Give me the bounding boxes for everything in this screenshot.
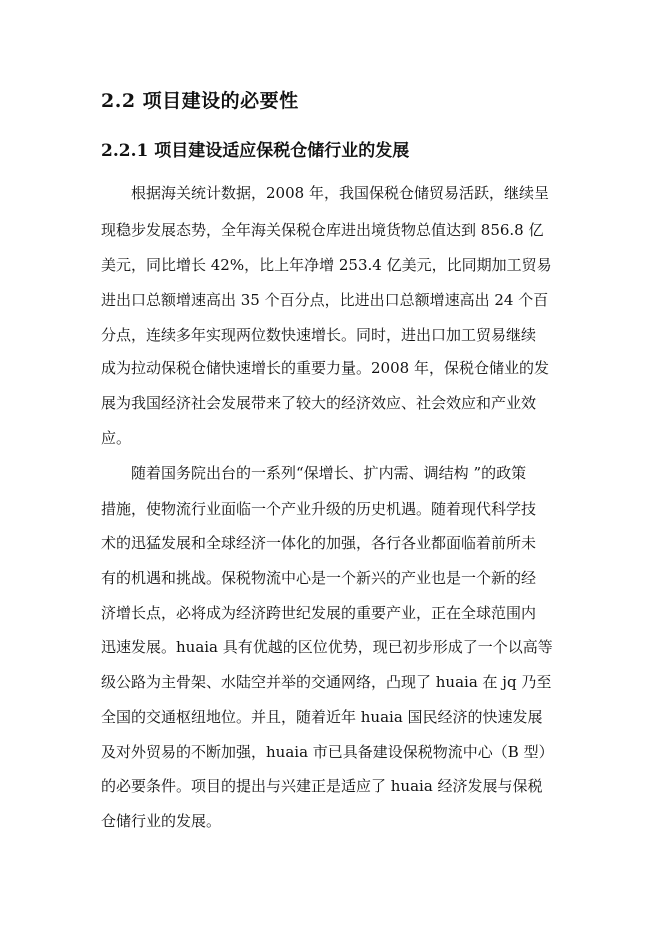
paragraph-2-line: 仓储行业的发展。: [101, 812, 222, 830]
paragraph-2-line: 级公路为主骨架、水陆空并举的交通网络，凸现了 huaia 在 jq 乃至: [101, 673, 552, 691]
paragraph-2-line: 术的迅猛发展和全球经济一体化的加强，各行各业都面临着前所未: [101, 534, 537, 552]
subsection-heading: 2.2.1 项目建设适应保税仓储行业的发展: [101, 141, 410, 161]
paragraph-1-line: 应。: [101, 429, 132, 447]
paragraph-2-line: 迅速发展。huaia 具有优越的区位优势，现已初步形成了一个以高等: [101, 638, 553, 656]
paragraph-1-line: 根据海关统计数据，2008 年，我国保税仓储贸易活跃，继续呈: [131, 184, 549, 202]
paragraph-1-line: 现稳步发展态势，全年海关保税仓库进出境货物总值达到 856.8 亿: [101, 221, 544, 239]
paragraph-2-line: 济增长点，必将成为经济跨世纪发展的重要产业，正在全球范围内: [101, 604, 537, 622]
paragraph-2-line: 及对外贸易的不断加强，huaia 市已具备建设保税物流中心（B 型）: [101, 743, 554, 761]
section-heading: 2.2 项目建设的必要性: [101, 90, 299, 112]
paragraph-1-line: 成为拉动保税仓储快速增长的重要力量。2008 年，保税仓储业的发: [101, 359, 549, 377]
paragraph-1-line: 展为我国经济社会发展带来了较大的经济效应、社会效应和产业效: [101, 394, 537, 412]
paragraph-1-line: 美元，同比增长 42%，比上年净增 253.4 亿美元，比同期加工贸易: [101, 256, 552, 274]
paragraph-2-line: 随着国务院出台的一系列“保增长、扩内需、调结构 ”的政策: [131, 464, 527, 482]
paragraph-2-line: 有的机遇和挑战。保税物流中心是一个新兴的产业也是一个新的经: [101, 569, 537, 587]
paragraph-2-line: 的必要条件。项目的提出与兴建正是适应了 huaia 经济发展与保税: [101, 777, 543, 795]
paragraph-1-line: 进出口总额增速高出 35 个百分点，比进出口总额增速高出 24 个百: [101, 291, 549, 309]
paragraph-2-line: 全国的交通枢纽地位。并且，随着近年 huaia 国民经济的快速发展: [101, 708, 543, 726]
paragraph-2-line: 措施，使物流行业面临一个产业升级的历史机遇。随着现代科学技: [101, 500, 537, 518]
paragraph-1-line: 分点，连续多年实现两位数快速增长。同时，进出口加工贸易继续: [101, 326, 537, 344]
